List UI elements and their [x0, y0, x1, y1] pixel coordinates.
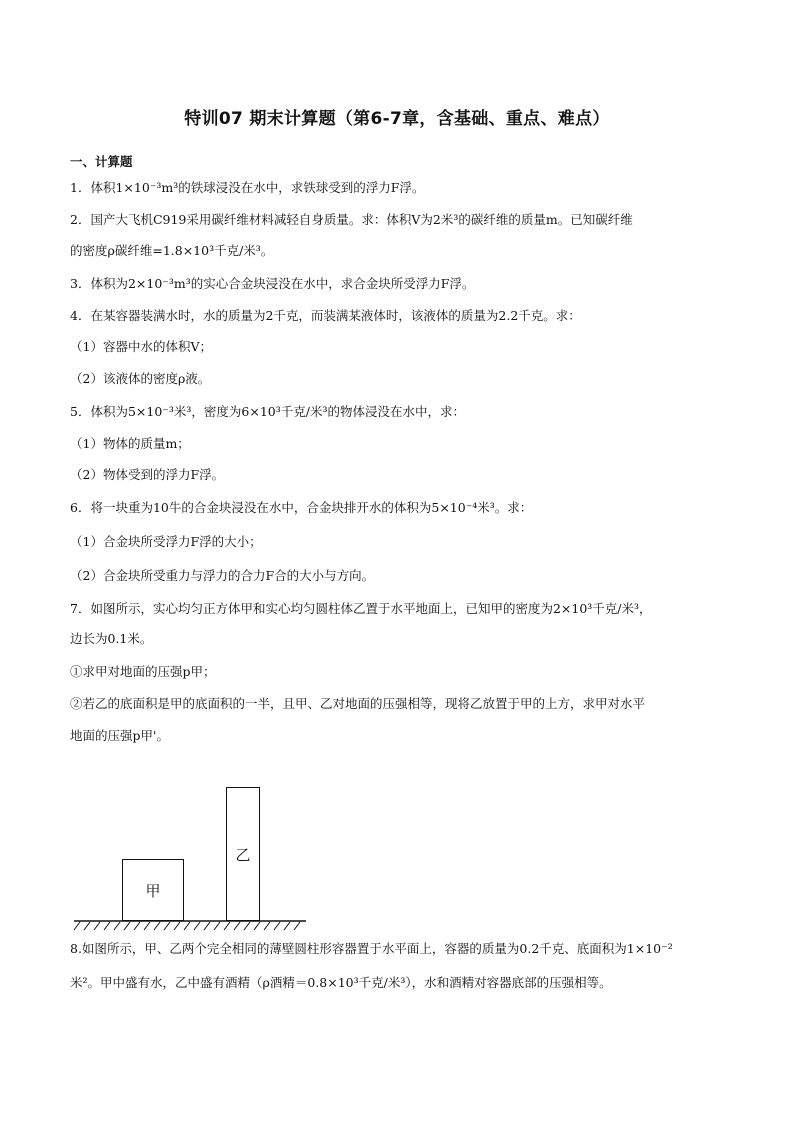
- question-4-part-2: （2）该液体的密度ρ液。: [70, 371, 211, 386]
- question-1: 1．体积1×10⁻³m³的铁球浸没在水中，求铁球受到的浮力F浮。: [70, 180, 425, 195]
- question-2-line-1: 2．国产大飞机C919采用碳纤维材料减轻自身质量。求：体积V为2米³的碳纤维的质量m。已知碳纤维: [70, 212, 633, 227]
- figure-blocks-on-ground: [74, 785, 310, 933]
- question-6-part-1: （1）合金块所受浮力F浮的大小；: [70, 534, 262, 549]
- question-3: 3．体积为2×10⁻³m³的实心合金块浸没在水中，求合金块所受浮力F浮。: [70, 276, 475, 291]
- section-heading: 一、计算题: [70, 154, 133, 169]
- question-6-part-2: （2）合金块所受重力与浮力的合力F合的大小与方向。: [70, 568, 375, 583]
- question-7-line-1: 7．如图所示，实心均匀正方体甲和实心均匀圆柱体乙置于水平地面上，已知甲的密度为2×10³千克/米³，: [70, 601, 652, 616]
- question-5: 5．体积为5×10⁻³米³，密度为6×10³千克/米³的物体浸没在水中，求：: [70, 404, 465, 419]
- question-5-part-2: （2）物体受到的浮力F浮。: [70, 467, 225, 482]
- question-6: 6．将一块重为10牛的合金块浸没在水中，合金块排开水的体积为5×10⁻⁴米³。求：: [70, 500, 533, 515]
- question-4-part-1: （1）容器中水的体积V；: [70, 339, 212, 354]
- question-2-line-2: 的密度ρ碳纤维=1.8×10³千克/米³。: [70, 243, 274, 258]
- block-yi-label: 乙: [235, 845, 251, 864]
- question-4: 4．在某容器装满水时，水的质量为2千克，而装满某液体时，该液体的质量为2.2千克。求：: [70, 308, 581, 323]
- question-8-line-1: 8.如图所示，甲、乙两个完全相同的薄壁圆柱形容器置于水平面上，容器的质量为0.2千克、底面积为1×10⁻²: [70, 941, 673, 956]
- block-jia-label: 甲: [145, 881, 161, 900]
- question-7-part-2-line-1: ②若乙的底面积是甲的底面积的一半，且甲、乙对地面的压强相等，现将乙放置于甲的上方，求甲对水平: [70, 696, 646, 711]
- page-title: 特训07 期末计算题（第6-7章，含基础、重点、难点）: [184, 109, 610, 129]
- question-8-line-2: 米²。甲中盛有水，乙中盛有酒精（ρ酒精＝0.8×10³千克/米³），水和酒精对容器底部的压强相等。: [70, 975, 612, 990]
- question-7-line-2: 边长为0.1米。: [70, 631, 153, 646]
- question-7-part-2-line-2: 地面的压强p甲'。: [70, 728, 169, 743]
- question-5-part-1: （1）物体的质量m；: [70, 436, 190, 451]
- question-7-part-1: ①求甲对地面的压强p甲；: [70, 664, 216, 679]
- ground-hatching: [74, 785, 310, 933]
